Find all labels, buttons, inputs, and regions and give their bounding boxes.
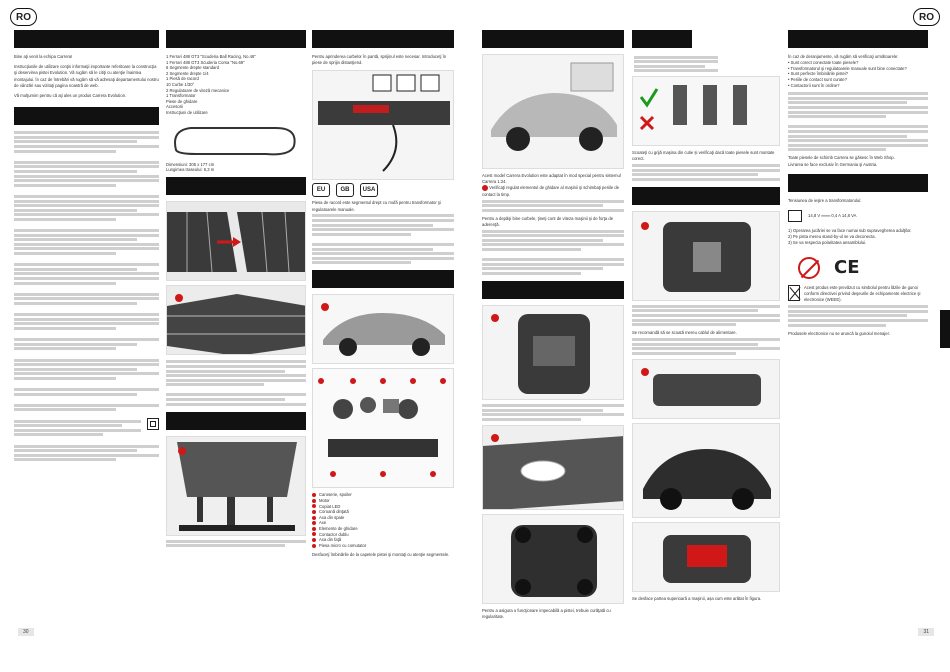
red-marker-icon <box>312 504 316 508</box>
webshop-text: Toate piesele de schimb Carrera se găsesc în Web Shop. <box>788 155 895 161</box>
contactor-figure <box>632 359 780 419</box>
parts-list <box>166 54 306 116</box>
gb-plug-badge: GB <box>336 183 354 197</box>
transformer-connection-figure <box>312 70 454 180</box>
right-page <box>482 30 938 642</box>
plug-region-badges <box>312 183 454 197</box>
car-photo-figure <box>482 54 624 169</box>
car-fit-text: Acest model Carrera Evolution este adaptat în mod special pentru sistemul Carrera 1:24. <box>482 173 621 185</box>
cornering-text: Pentru a depăşi bine curbele, ţineţi cont de viteza maşinii şi de forţa de aderenţă. <box>482 215 614 227</box>
page-edge-tab <box>940 310 950 348</box>
parts-list-item: Accesorii <box>166 104 183 110</box>
parts-list-item: Instrucţiuni de utilizare <box>166 109 208 115</box>
length-text: Lungimea traseului: 6,3 m <box>166 167 215 173</box>
red-marker-icon <box>312 527 316 531</box>
disposal-text: Acest produs este prevăzut cu simbolul pentru lăzile de gunoi conform directivei privind deşeurile de echipamente electrice şi electronice (WEEE). <box>804 284 921 302</box>
red-marker-icon <box>312 493 316 497</box>
car-header-bar <box>482 30 624 48</box>
right-column-3 <box>788 30 928 642</box>
left-column-3 <box>312 30 454 642</box>
transformer-icon <box>788 210 802 222</box>
chassis-figure <box>482 514 624 604</box>
guide-check-text: Verificaţi regulat elementul de ghidare al maşinii şi schimbaţi periile de contact la timp. <box>482 185 620 197</box>
parts-list-item: 6 Segmente drepte standard <box>166 65 220 71</box>
red-marker-icon <box>312 516 316 520</box>
lanechange-text <box>166 540 306 548</box>
assembly-header-bar <box>166 177 306 195</box>
car-parts-figure <box>312 368 454 488</box>
troubleshoot-header-bar <box>788 30 928 48</box>
legend-item: Motor <box>312 498 454 504</box>
voltage-row <box>788 210 928 222</box>
troubleshoot-more <box>788 92 928 151</box>
cleaning-footer-text: Pentru a asigura o funcţionare impecabilă a pistei, trebuie curăţată cu regularitate. <box>482 607 611 620</box>
right-column-1 <box>482 30 624 642</box>
right-column-2 <box>632 30 780 642</box>
warning-1: 1) Operarea jucăriei se va face numai sub supravegherea adulţilor. <box>788 227 912 233</box>
unplug-more <box>632 338 780 355</box>
electronics-footer: Produsele electronice nu se aruncă la gunoiul menajer. <box>788 330 890 336</box>
guide-header-bar <box>312 270 454 288</box>
connection-text: Piesa de racord este segmentul drept cu mufă pentru transformator şi regulatoarele manuale. <box>312 200 441 212</box>
check-item: • Periile de contact sunt curate? <box>788 76 847 82</box>
assembly-text-block <box>166 360 306 405</box>
check-item: • Transformatorul şi regulatoarele manuale sunt bine conectate? <box>788 65 907 71</box>
red-marker-icon <box>312 521 316 525</box>
guide-text-more <box>482 200 624 212</box>
brush-intro-text <box>634 54 718 74</box>
parts-list-item: 1 Ferrari 488 GT3 Scuderia Corsa "No.69" <box>166 59 245 65</box>
intro-text <box>14 54 159 99</box>
red-marker-icon <box>312 532 316 536</box>
brush-check-figure <box>632 76 780 146</box>
safety-header-bar <box>14 107 159 125</box>
parts-list-item: 1 Transformator <box>166 93 196 99</box>
intro-paragraph: Instrucţiunile de utilizare conţin informaţii importante referitoare la construcţia şi deservirea pistei Evolution. Vă rugăm să le citiţi cu atenţie înaintea montajului. În caz de întrebări vă rugăm să vă adresaţi departamentului nostru de vânzări sau vizitaţi pagina noastră de web. <box>14 64 159 88</box>
legend-item: Coroană dinţată <box>312 509 454 515</box>
legend-item: Copiat LED <box>312 504 454 510</box>
page-number-right: 31 <box>918 628 934 636</box>
legend-item: Piesa micro cu comutator <box>312 543 454 549</box>
car-underside-figure <box>482 305 624 400</box>
legend-item: Axa din faţă <box>312 537 454 543</box>
parts-legend <box>312 492 454 548</box>
section-header-bar <box>14 30 159 48</box>
legend-item: Axe <box>312 520 454 526</box>
delivery-text: Livrarea se face exclusiv în Germania şi Austria. <box>788 161 878 167</box>
transformer-title: Tensiunea de ieşire a transformatorului: <box>788 197 862 203</box>
brush-header-bar <box>632 30 692 48</box>
troubleshoot-title: În caz de deranjamente, vă rugăm să verificaţi următoarele: <box>788 54 899 59</box>
parts-list-item: 2 Segmente drepte 1/4 <box>166 70 209 76</box>
unplug-note: Se recomandă să se scoată mereu cablul de alimentare. <box>632 330 737 336</box>
unpack-text-more <box>632 164 780 181</box>
connection-text-more <box>312 214 454 264</box>
red-marker-icon <box>312 499 316 503</box>
disposal-row <box>788 285 928 304</box>
parts-list-item: 10 Curbe 1/30° <box>166 81 195 87</box>
legend-item: Caroserie, spoiler <box>312 492 454 498</box>
dimensions-text: Dimensiuni: 305 x 177 cm <box>166 161 215 167</box>
troubleshoot-list <box>788 60 928 88</box>
ce-mark-icon: CE <box>834 257 860 279</box>
left-page <box>14 30 454 642</box>
left-column-1 <box>14 30 159 642</box>
age-warning-icon <box>798 257 820 279</box>
car-exploded-figure <box>312 294 454 364</box>
support-header-bar <box>312 30 454 48</box>
wheelie-bin-icon <box>788 285 800 301</box>
technical-header-bar <box>788 174 928 192</box>
lanechange-header-bar <box>166 412 306 430</box>
maintenance-text <box>482 404 624 421</box>
track-joining-figure <box>166 285 306 355</box>
double-insulation-icon <box>147 418 159 430</box>
parts-list-item: Piese de ghidare <box>166 98 198 104</box>
parts-list-item: 1 Ferrari 488 GT3 "Scuderia Ball Racing, No.46" <box>166 54 256 59</box>
red-marker-icon <box>312 510 316 514</box>
voltage-value: 14,8 V ═══ 0,4 A 14,8 VA <box>808 212 857 218</box>
compliance-icons <box>798 257 928 279</box>
open-body-text: Se desface partea superioară a maşinii, așa cum este arătat în figura. <box>632 595 762 601</box>
track-layout-figure <box>166 120 306 160</box>
warning-3: 3) Se va respecta polaritatea ansamblului. <box>788 240 867 246</box>
assembly-footer-text: Desfaceţi îmbinările de la capetele pistei şi montaţi cu atenţie segmentele. <box>312 552 450 558</box>
open-body-figure <box>632 522 780 592</box>
left-column-2 <box>166 30 306 642</box>
check-item: • Sunt corect conectate toate piesele? <box>788 60 859 66</box>
red-marker-icon <box>312 544 316 548</box>
track-cleaning-figure <box>482 425 624 510</box>
legend-item: Contactor dublu <box>312 532 454 538</box>
parts-list-item: 1 Piesă de racord <box>166 76 199 82</box>
support-text: Pentru aprinderea curbelor în pantă, sprijinul este necesar. Introduceţi în piese de sprijin distanţierul. <box>312 54 447 66</box>
check-item: • Contactorii sunt în ordine? <box>788 82 840 88</box>
lanechange-figure <box>166 436 306 536</box>
language-badge-left: RO <box>10 8 37 26</box>
welcome-line: Bine aţi venit la echipa Carrera! <box>14 54 73 59</box>
page-number-left: 30 <box>18 628 34 636</box>
safety-text-block <box>14 131 159 461</box>
cornering-text-more <box>482 230 624 275</box>
legend-item: Axa din spate <box>312 515 454 521</box>
warning-2: 2) Pe pista mereu stand-by-ul se va deconecta. <box>788 234 876 240</box>
check-item: • Sunt perfecte îmbinările pistei? <box>788 71 849 77</box>
red-marker-icon <box>312 538 316 542</box>
legend-item: Elemente de ghidare <box>312 526 454 532</box>
car-body-figure <box>632 423 780 518</box>
eu-plug-badge: EU <box>312 183 330 197</box>
maintenance-header-bar <box>482 281 624 299</box>
parts-list-item: 2 Regulatoare de viteză mecanice <box>166 87 230 93</box>
unpack-text: Scoateţi cu grijă maşina din cutie și verificaţi dacă toate piesele sunt montate corect. <box>632 149 775 162</box>
disposal-more <box>788 305 928 326</box>
usa-plug-badge: USA <box>360 183 378 197</box>
contents-header-bar <box>166 30 306 48</box>
track-assembly-figure <box>166 201 306 281</box>
guide-replace-text <box>632 305 780 326</box>
guide-replace-figure <box>632 211 780 301</box>
language-badge-right: RO <box>913 8 940 26</box>
thanks-line: Vă mulţumim pentru că aţi ales un produs Carrera Evolution. <box>14 93 127 99</box>
red-marker-icon <box>482 185 488 191</box>
guide-replace-header-bar <box>632 187 780 205</box>
